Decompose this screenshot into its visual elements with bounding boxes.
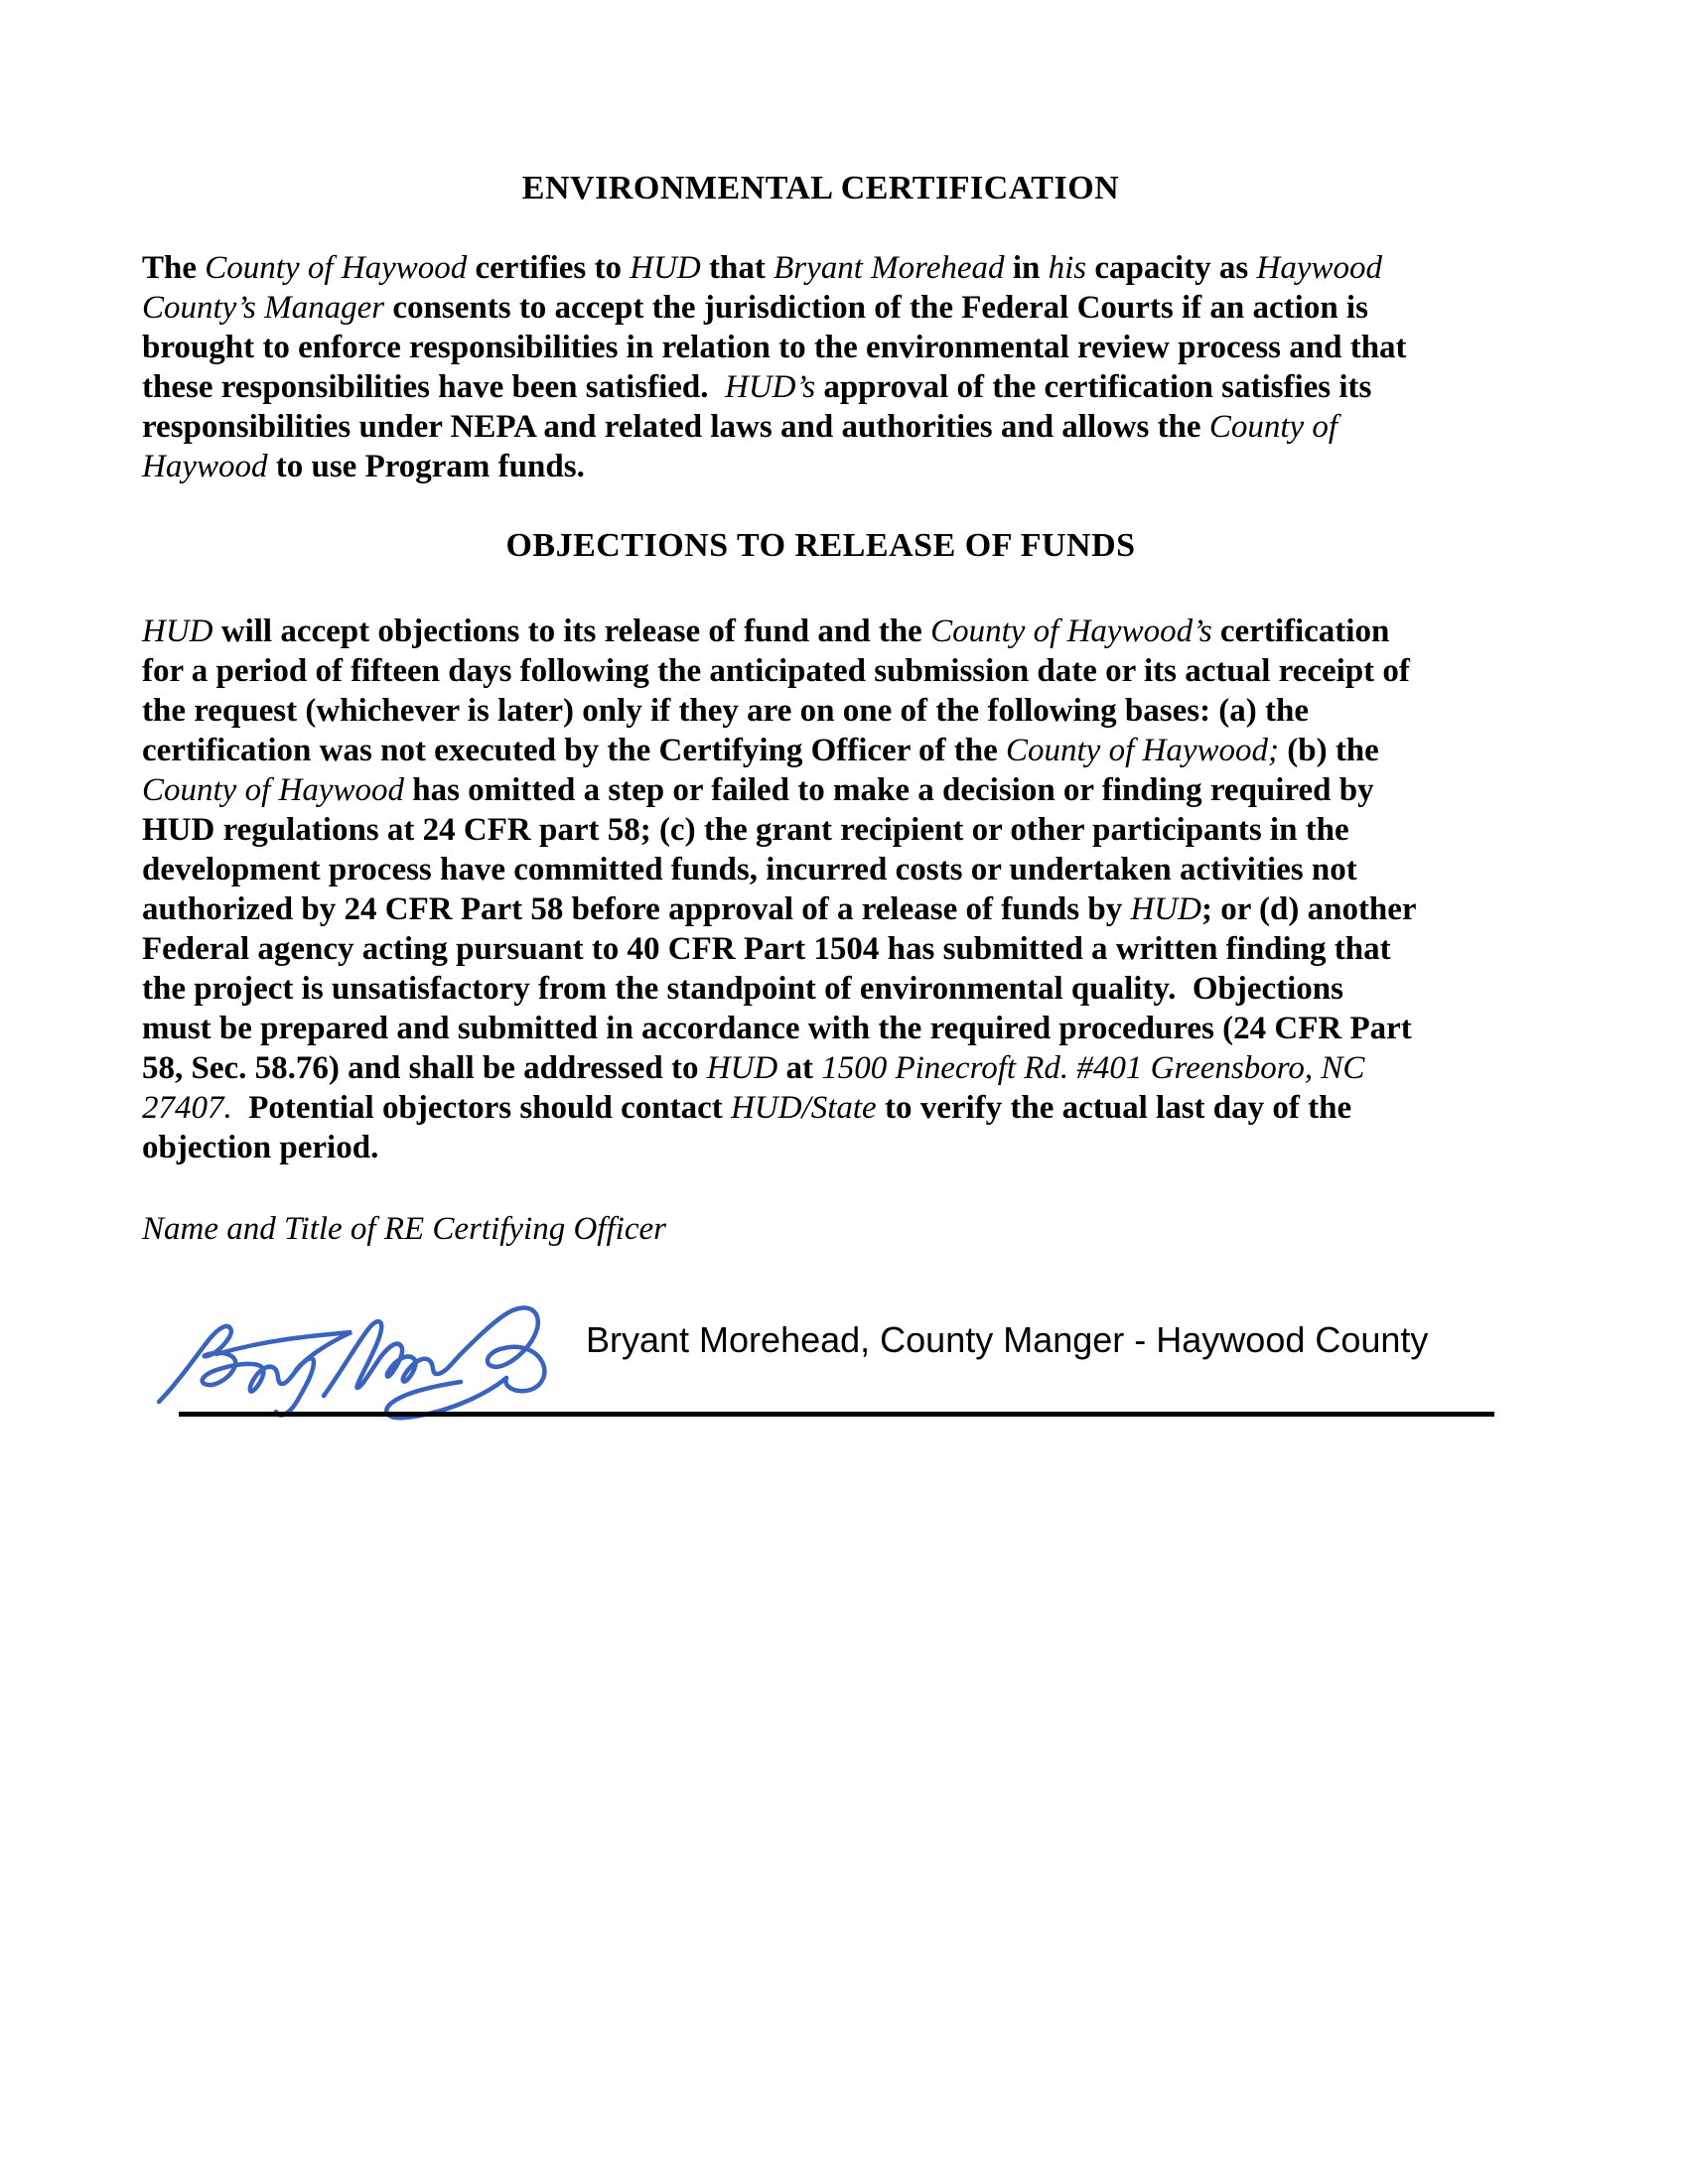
text-line: HUD regulations at 24 CFR part 58; (c) the grant recipient or other participants in the [142, 812, 1349, 848]
document-title: ENVIRONMENTAL CERTIFICATION [521, 170, 1120, 206]
handwritten-signature-icon [157, 1293, 574, 1422]
text-line: 58, Sec. 58.76) and shall be addressed to HUD at 1500 Pinecroft Rd. #401 Greensboro, NC [142, 1050, 1365, 1086]
text-line: the project is unsatisfactory from the standpoint of environmental quality. Objections [142, 971, 1343, 1007]
text-line: Haywood to use Program funds. [142, 449, 585, 484]
typed-signer-name: Bryant Morehead, County Manger - Haywood County [586, 1319, 1429, 1360]
text-line: certification was not executed by the Certifying Officer of the County of Haywood; (b) the [142, 733, 1379, 768]
text-line: the request (whichever is later) only if they are on one of the following bases: (a) the [142, 693, 1310, 729]
text-line: County’s Manager consents to accept the jurisdiction of the Federal Courts if an action is [142, 290, 1368, 326]
objections-paragraph [142, 612, 1499, 1167]
text-line: responsibilities under NEPA and related laws and authorities and allows the County of [142, 409, 1338, 445]
text-line: must be prepared and submitted in accordance with the required procedures (24 CFR Part [142, 1011, 1412, 1046]
text-line: authorized by 24 CFR Part 58 before approval of a release of funds by HUD; or (d) another [142, 891, 1417, 927]
text-line: objection period. [142, 1130, 379, 1165]
text-line: development process have committed funds, incurred costs or undertaken activities not [142, 852, 1357, 887]
text-line: Federal agency acting pursuant to 40 CFR Part 1504 has submitted a written finding that [142, 931, 1391, 967]
text-line: for a period of fifteen days following the anticipated submission date or its actual receipt of [142, 653, 1410, 689]
certification-paragraph [142, 248, 1499, 486]
text-line: these responsibilities have been satisfied. HUD’s approval of the certification satisfies its [142, 369, 1372, 405]
text-line: The County of Haywood certifies to HUD that Bryant Morehead in his capacity as Haywood [142, 250, 1383, 286]
certifying-officer-caption: Name and Title of RE Certifying Officer [142, 1211, 666, 1247]
text-line: County of Haywood has omitted a step or failed to make a decision or finding required by [142, 772, 1374, 808]
signature-block [142, 1265, 1499, 1453]
text-line: HUD will accept objections to its release of fund and the County of Haywood’s certification [142, 614, 1390, 649]
signature-underline [179, 1412, 1494, 1417]
objections-section-heading: OBJECTIONS TO RELEASE OF FUNDS [505, 527, 1136, 564]
text-line: 27407. Potential objectors should contact HUD/State to verify the actual last day of the [142, 1090, 1352, 1126]
text-line: brought to enforce responsibilities in relation to the environmental review process and that [142, 330, 1407, 365]
